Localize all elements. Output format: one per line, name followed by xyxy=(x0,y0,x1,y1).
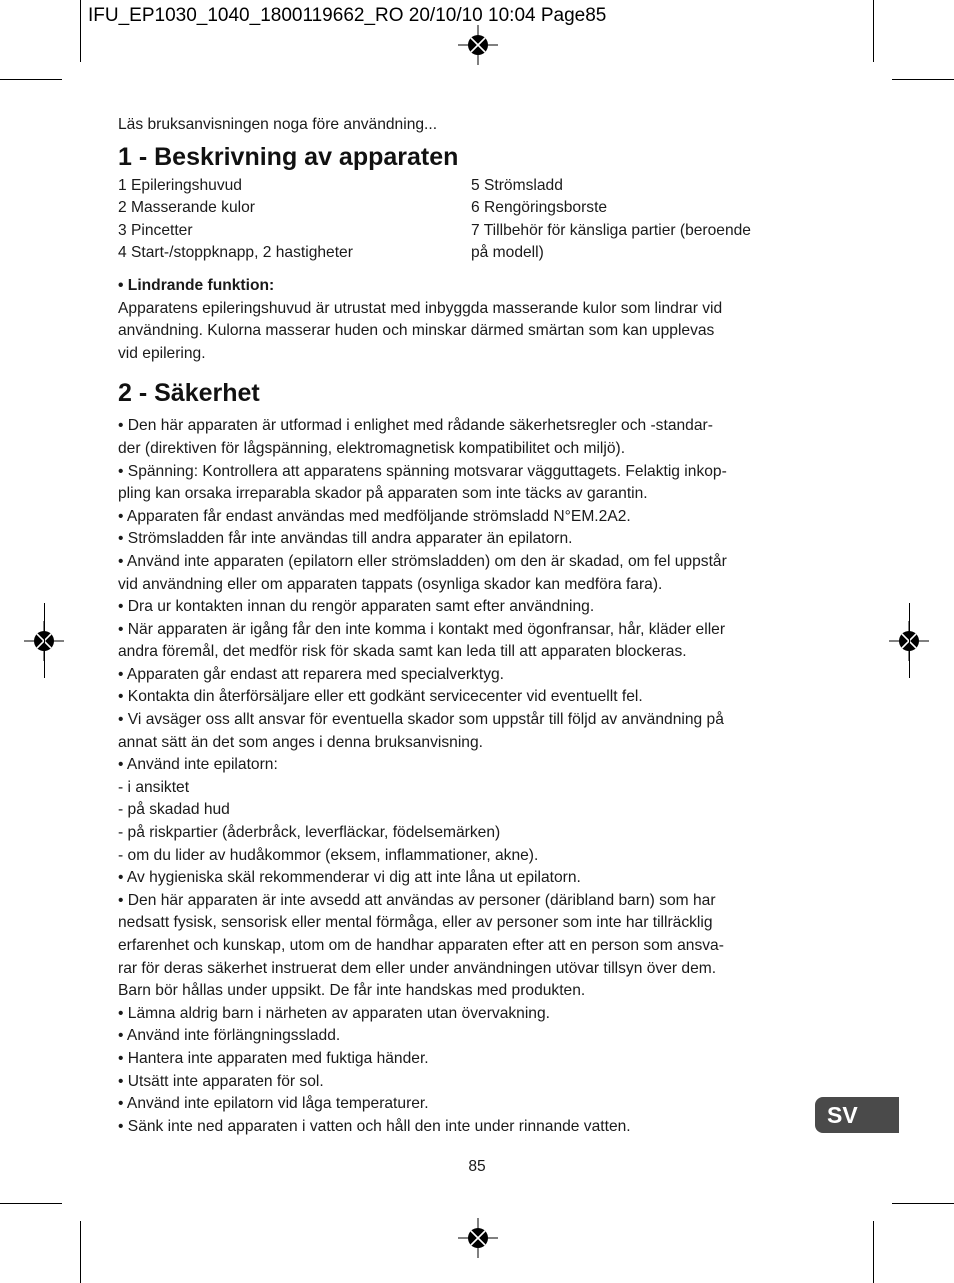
parts-list xyxy=(118,175,810,265)
safety-text-line: - i ansiktet xyxy=(118,778,190,796)
crop-mark xyxy=(873,1221,874,1283)
safety-text-line: • Använd inte apparaten (epilatorn eller strömsladden) om den är skadad, om fel uppstår xyxy=(118,552,727,570)
safety-text-line: • Använd inte förlängningssladd. xyxy=(118,1027,341,1045)
safety-text-line: der (direktiven för lågspänning, elektromagnetisk kompatibilitet och miljö). xyxy=(118,439,626,457)
safety-text-line: • Lämna aldrig barn i närheten av apparaten utan övervakning. xyxy=(118,1004,550,1022)
safety-text-line: • När apparaten är igång får den inte komma i kontakt med ögonfransar, hår, kläder eller xyxy=(118,620,726,638)
page-number: 85 xyxy=(468,1158,486,1175)
safety-text-line: • Strömsladden får inte användas till andra apparater än epilatorn. xyxy=(118,530,573,548)
section-1-title: 1 - Beskrivning av apparaten xyxy=(118,142,459,171)
safety-text-line: erfarenhet och kunskap, utom om de handhar apparaten efter att en person som ansva- xyxy=(118,937,724,954)
part-item: 1 Epileringshuvud xyxy=(118,176,242,194)
crop-mark xyxy=(909,603,910,678)
crop-mark xyxy=(892,1203,954,1204)
part-item: 7 Tillbehör för känsliga partier (beroende xyxy=(471,221,751,239)
safety-instructions xyxy=(118,415,810,1138)
parts-column-left xyxy=(118,175,471,265)
crop-mark xyxy=(0,79,62,80)
safety-text-line: • Apparaten får endast användas med medföljande strömsladd N°EM.2A2. xyxy=(118,507,631,525)
relief-function-text xyxy=(118,298,810,366)
safety-text-line: vid användning eller om apparaten tappats (osynliga skador kan medföra fara). xyxy=(118,575,663,593)
safety-text-line: • Kontakta din återförsäljare eller ett godkänt servicecenter vid eventuellt fel. xyxy=(118,688,643,706)
safety-text-line: • Dra ur kontakten innan du rengör apparaten samt efter användning. xyxy=(118,598,595,616)
intro-text: Läs bruksanvisningen noga före användning... xyxy=(118,116,438,133)
safety-text-line: • Av hygieniska skäl rekommenderar vi dig att inte låna ut epilatorn. xyxy=(118,869,581,887)
safety-text-line: • Sänk inte ned apparaten i vatten och håll den inte under rinnande vatten. xyxy=(118,1117,631,1135)
part-item: 3 Pincetter xyxy=(118,221,193,239)
crop-mark xyxy=(0,1203,62,1204)
crop-mark xyxy=(892,79,954,80)
text-line: användning. Kulorna masserar huden och minskar därmed smärtan som kan upplevas xyxy=(118,322,715,340)
registration-mark-icon xyxy=(458,1218,498,1258)
crop-mark xyxy=(44,603,45,678)
safety-text-line: - om du lider av hudåkommor (eksem, inflammationer, akne). xyxy=(118,846,539,864)
crop-mark xyxy=(873,0,874,62)
safety-text-line: • Använd inte epilatorn: xyxy=(118,756,278,774)
part-item: 6 Rengöringsborste xyxy=(471,199,608,217)
safety-text-line: pling kan orsaka irreparabla skador på apparaten som inte täcks av garantin. xyxy=(118,485,648,503)
text-line: Apparatens epileringshuvud är utrustat med inbyggda masserande kulor som lindrar vid xyxy=(118,299,723,317)
language-badge: SV xyxy=(815,1097,899,1133)
safety-text-line: andra föremål, det medför risk för skada samt kan leda till att apparaten blockeras. xyxy=(118,643,687,661)
safety-text-line: • Hantera inte apparaten med fuktiga händer. xyxy=(118,1049,429,1067)
safety-text-line: - på skadad hud xyxy=(118,801,230,819)
print-slug: IFU_EP1030_1040_1800119662_RO 20/10/10 10:04 Page85 xyxy=(88,5,607,26)
safety-text-line: • Spänning: Kontrollera att apparatens spänning motsvarar vägguttagets. Felaktig inkop- xyxy=(118,462,727,480)
part-item: 5 Strömsladd xyxy=(471,176,563,194)
safety-text-line: nedsatt fysisk, sensorisk eller mental förmåga, eller av personer som inte har tillräcklig xyxy=(118,914,713,932)
safety-text-line: • Använd inte epilatorn vid låga temperaturer. xyxy=(118,1095,429,1113)
safety-text-line: • Vi avsäger oss allt ansvar för eventuella skador som uppstår till följd av användning på xyxy=(118,711,724,729)
part-item: 4 Start-/stoppknapp, 2 hastigheter xyxy=(118,244,353,262)
safety-text-line: rar för deras säkerhet instruerat dem eller under användningen utövar tillsyn över dem. xyxy=(118,959,717,977)
relief-function-title: • Lindrande funktion: xyxy=(118,276,275,294)
safety-text-line: • Utsätt inte apparaten för sol. xyxy=(118,1072,324,1090)
page-content xyxy=(118,114,810,1138)
safety-text-line: Barn bör hållas under uppsikt. De får inte handskas med produkten. xyxy=(118,982,586,1000)
safety-text-line: - på riskpartier (åderbråck, leverfläckar, födelsemärken) xyxy=(118,824,501,842)
safety-text-line: annat sätt än det som anges i denna bruksanvisning. xyxy=(118,733,483,751)
safety-text-line: • Apparaten går endast att reparera med specialverktyg. xyxy=(118,665,504,683)
registration-mark-icon xyxy=(458,25,498,65)
safety-text-line: • Den här apparaten är inte avsedd att användas av personer (däribland barn) som har xyxy=(118,891,716,909)
crop-mark xyxy=(80,0,81,62)
part-item: 2 Masserande kulor xyxy=(118,199,255,217)
crop-mark xyxy=(80,1221,81,1283)
part-item: på modell) xyxy=(471,244,544,262)
section-2-title: 2 - Säkerhet xyxy=(118,379,260,408)
parts-column-right xyxy=(471,175,810,265)
text-line: vid epilering. xyxy=(118,344,206,362)
safety-text-line: • Den här apparaten är utformad i enlighet med rådande säkerhetsregler och -standar- xyxy=(118,417,713,435)
